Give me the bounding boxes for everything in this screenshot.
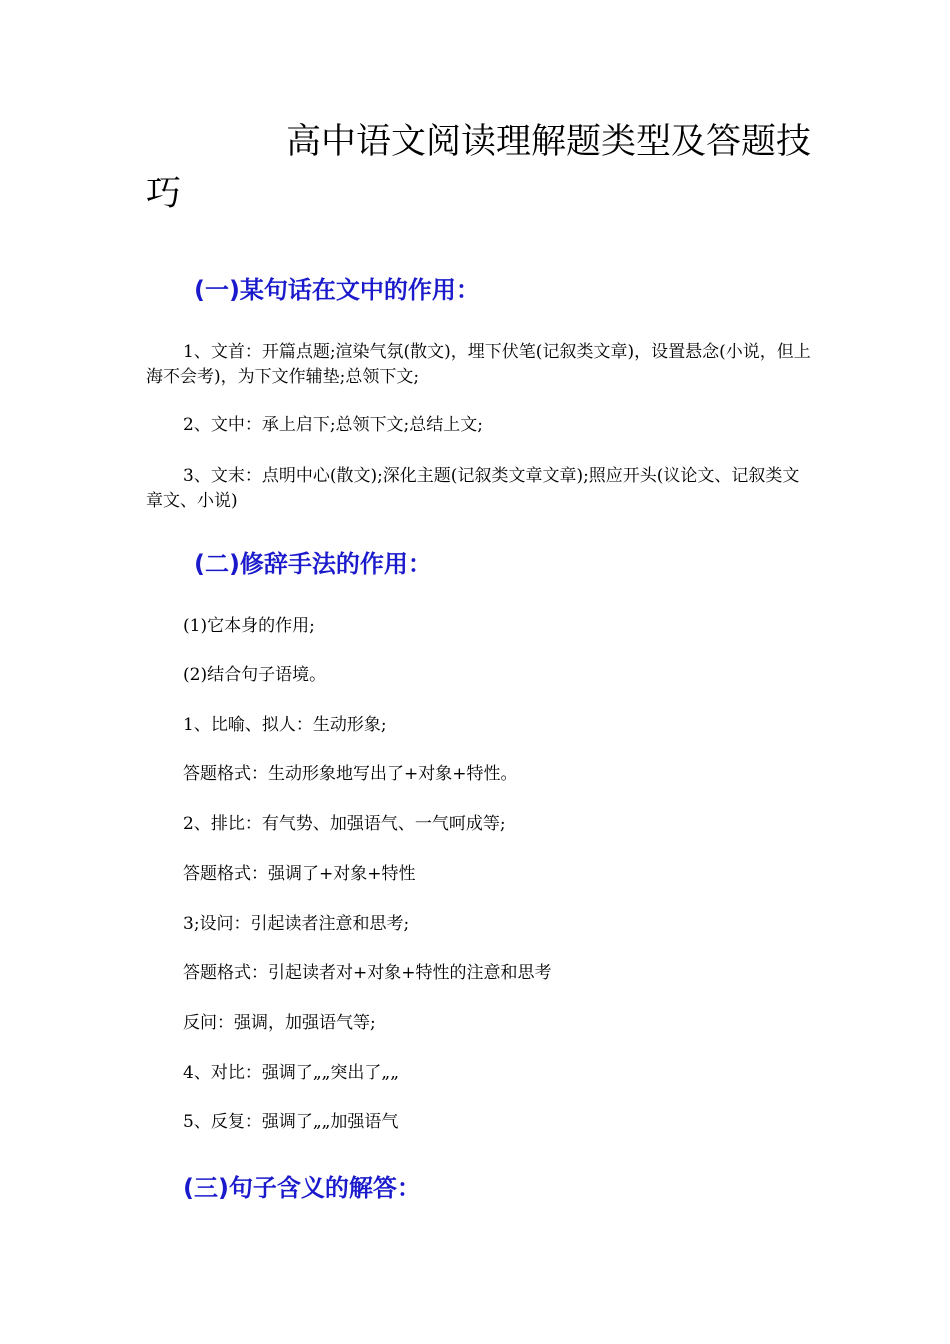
- text-line: 5、反复：强调了„„加强语气: [183, 1112, 399, 1132]
- document-title: 高中语文阅读理解题类型及答题技巧: [146, 122, 812, 214]
- text-line: 反问：强调，加强语气等;: [183, 1013, 376, 1033]
- text-line: 4、对比：强调了„„突出了„„: [183, 1063, 400, 1083]
- text-line: (1)它本身的作用;: [183, 616, 315, 636]
- text-line: 答题格式：引起读者对+对象+特性的注意和思考: [183, 963, 552, 983]
- section-heading-3: (三)句子含义的解答：: [183, 1174, 421, 1202]
- section-heading-1: (一)某句话在文中的作用：: [194, 276, 480, 304]
- paragraph: 1、文首：开篇点题;渲染气氛(散文)，埋下伏笔(记叙类文章)，设置悬念(小说，但上海不会考)，为下文作辅垫;总领下文;: [146, 342, 811, 387]
- text-line: 3;设问：引起读者注意和思考;: [183, 914, 410, 934]
- text-line: 2、排比：有气势、加强语气、一气呵成等;: [183, 814, 506, 834]
- text-line: 答题格式：强调了+对象+特性: [183, 864, 416, 884]
- text-line: 答题格式：生动形象地写出了+对象+特性。: [183, 764, 518, 784]
- text-line: (2)结合句子语境。: [183, 665, 327, 685]
- text-line: 1、比喻、拟人：生动形象;: [183, 715, 387, 735]
- section-heading-2: (二)修辞手法的作用：: [194, 550, 432, 578]
- paragraph: 2、文中：承上启下;总领下文;总结上文;: [183, 415, 483, 435]
- paragraph: 3、文末：点明中心(散文);深化主题(记叙类文章文章);照应开头(议论文、记叙类文章文、小说): [146, 466, 800, 511]
